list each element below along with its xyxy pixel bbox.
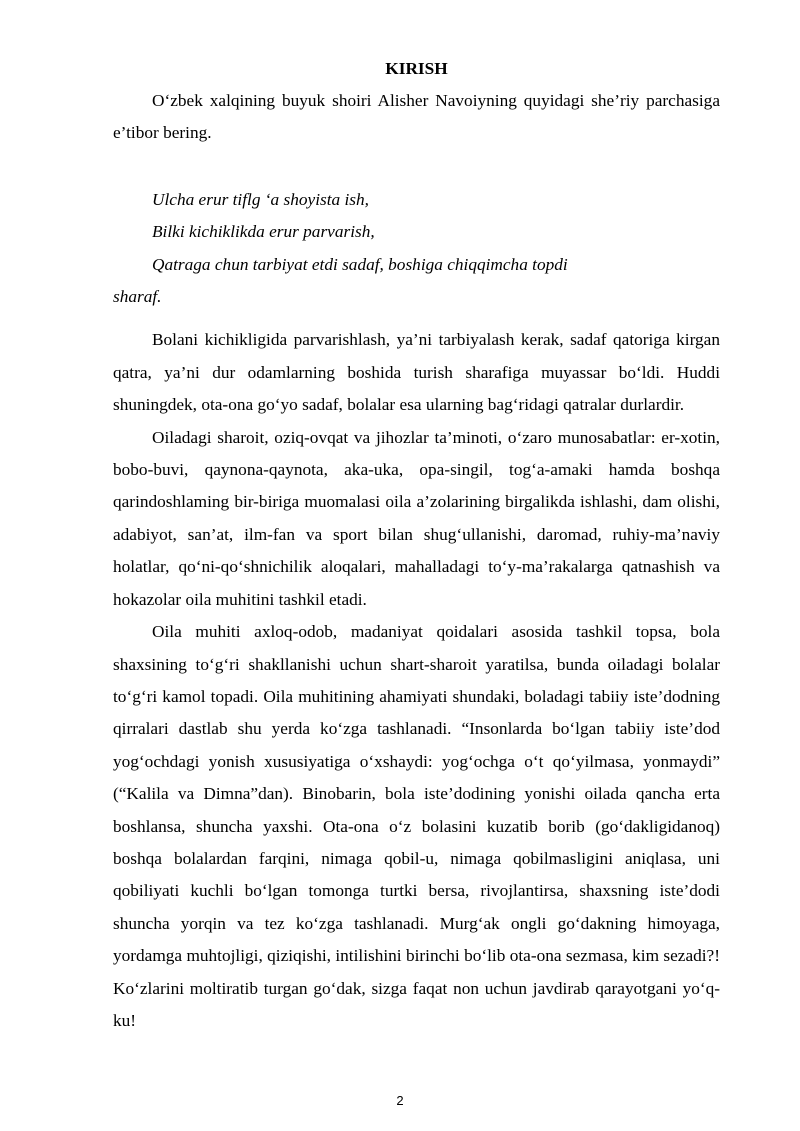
poem-line-3: Qatraga chun tarbiyat etdi sadaf, boshiga chiqqimcha topdi sharaf. — [113, 254, 568, 307]
page-number: 2 — [396, 1093, 404, 1108]
body-paragraph-1: Bolani kichikligida parvarishlash, ya’ni tarbiyalash kerak, sadaf qatoriga kirgan qatra, ya’ni dur odamlarning boshida turish sharafiga muyassar bo‘ldi. Huddi shuningdek, ota-ona go‘yo sadaf, bolalar esa ularning bag‘ridagi qatralar durlardir. — [113, 330, 720, 415]
body-paragraph-3: Oila muhiti axloq-odob, madaniyat qoidalari asosida tashkil topsa, bola shaxsining to‘g‘ri shakllanishi uchun shart-sharoit yaratilsa, bunda oiladagi bolalar to‘g‘ri kamol topadi. Oila muhitining ahamiyati shundaki, boladagi tabiiy iste’dodning qirralari dastlab shu yerda ko‘zga tashlanadi. “Insonlarda bo‘lgan tabiiy iste’dod yog‘ochdagi yonish xususiyatiga o‘xshaydi: yog‘ochga o‘t qo‘yilmasa, yonmaydi” (“Kalila va Dimna”dan). Binobarin, bola iste’dodining yonishi oilada qancha erta boshlansa, shuncha yaxshi. Ota-ona o‘z bolasini kuzatib borib (go‘dakligidanoq) boshqa bolalardan farqini, nimaga qobil-u, nimaga qobilmasligini aniqlasa, uni qobiliyati kuchli bo‘lgan tomonga turtki bersa, rivojlantirsa, shaxsning iste’dodi shuncha yorqin va tez ko‘zga tashlanadi. Murg‘ak ongli go‘dakning himoyaga, yordamga muhtojligi, qiziqishi, intilishini birinchi bo‘lib ota-ona sezmasa, kim sezadi?! Ko‘zlarini moltiratib turgan go‘dak, sizga faqat non uchun javdirab qarayotgani yo‘q-ku! — [113, 622, 720, 1030]
poem-excerpt — [113, 150, 720, 325]
document-page — [113, 56, 720, 1037]
poem-line-2: Bilki kichiklikda erur parvarish, — [152, 222, 375, 242]
section-title: KIRISH — [385, 59, 448, 78]
poem-line-1: Ulcha erur tiflg ‘a shoyista ish, — [152, 189, 369, 209]
intro-paragraph: O‘zbek xalqining buyuk shoiri Alisher Navoiyning quyidagi she’riy parchasiga e’tibor bering. — [113, 91, 720, 143]
body-paragraph-2: Oiladagi sharoit, oziq-ovqat va jihozlar ta’minoti, o‘zaro munosabatlar: er-xotin, bobo-buvi, qaynona-qaynota, aka-uka, opa-singil, tog‘a-amaki hamda boshqa qarindoshlaming bir-biriga muomalasi oila a’zolarining birgalikda ishlashi, dam olishi, adabiyot, san’at, ilm-fan va sport bilan shug‘ullanishi, daromad, ruhiy-ma’naviy holatlar, qo‘ni-qo‘shnichilik aloqalari, mahalladagi to‘y-ma’rakalarga qatnashish va hokazolar oila muhitini tashkil etadi. — [113, 427, 720, 609]
